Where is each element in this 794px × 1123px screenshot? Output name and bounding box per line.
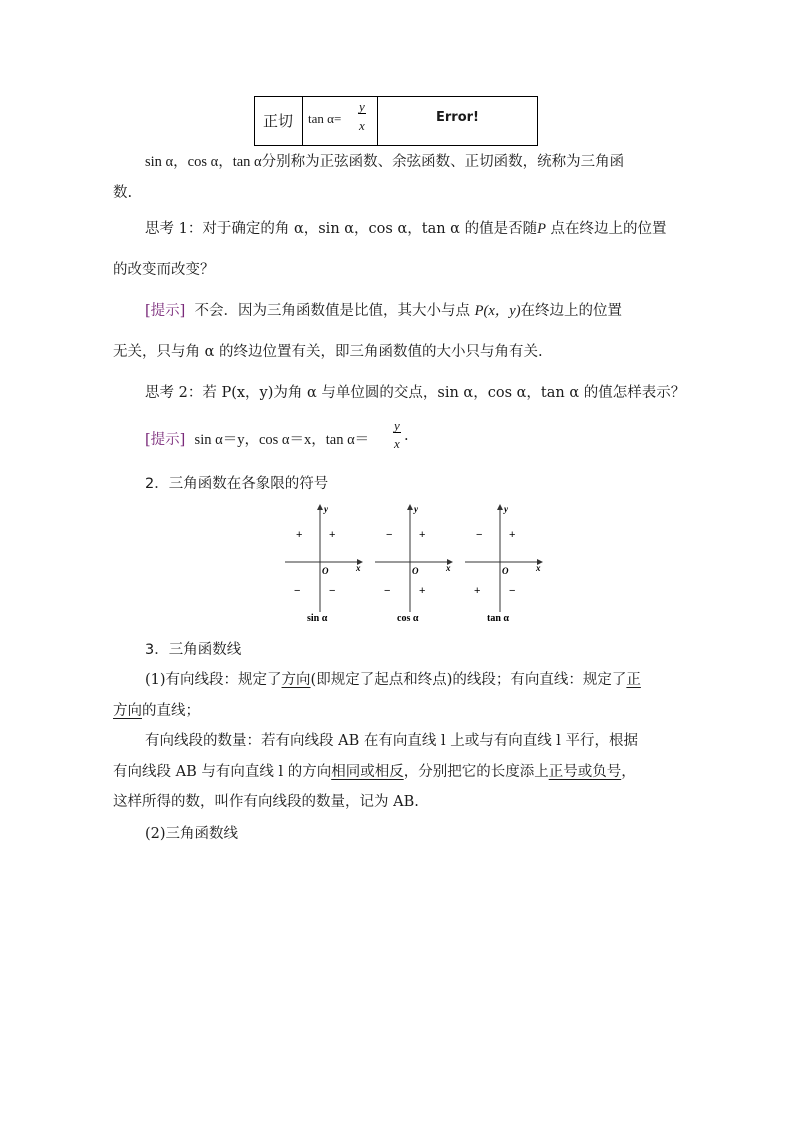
quadrant-4-sign: + bbox=[419, 585, 426, 597]
para-line2 bbox=[113, 760, 636, 781]
para-text-b1: 有向线段 AB 与有向直线 l 的方向 bbox=[113, 764, 332, 780]
paragraph-definition-line2: 数. bbox=[113, 185, 133, 201]
quadrant-2-sign: − bbox=[386, 529, 393, 541]
x-axis-label: x bbox=[536, 563, 541, 573]
item2-title: (2)三角函数线 bbox=[145, 826, 239, 842]
item1-text-b: (即规定了起点和终点)的线段；有向直线：规定了 bbox=[310, 672, 627, 688]
think1-text: 对于确定的角 α，sin α，cos α，tan α 的值是否随 bbox=[202, 221, 538, 237]
underline-direction: 方向 bbox=[281, 672, 311, 688]
table-row-label: 正切 bbox=[263, 112, 294, 130]
item1-text-a: (1)有向线段：规定了 bbox=[145, 672, 282, 688]
quadrant-2-sign: − bbox=[476, 529, 483, 541]
origin-label: O bbox=[412, 566, 419, 576]
x-axis-label: x bbox=[356, 563, 361, 573]
para-line1: 有向线段的数量：若有向线段 AB 在有向直线 l 上或与有向直线 l 平行，根据 bbox=[145, 733, 639, 749]
think2-line bbox=[145, 381, 685, 402]
think1-line2: 的改变而改变？ bbox=[113, 262, 215, 278]
quadrant-4-sign: − bbox=[329, 585, 336, 597]
paragraph-definition-line1 bbox=[145, 150, 624, 171]
fraction-denominator: x bbox=[394, 436, 400, 451]
hint1-line1 bbox=[145, 299, 622, 320]
quadrant-2-sign: + bbox=[296, 529, 303, 541]
underline-same-or-opposite: 相同或相反 bbox=[331, 764, 404, 780]
y-axis-label: y bbox=[324, 504, 328, 514]
fraction-denominator: x bbox=[359, 118, 365, 133]
underline-positive: 正 bbox=[626, 672, 641, 688]
think1-line1 bbox=[145, 217, 667, 238]
hint2-line bbox=[145, 428, 369, 449]
table-cell-error bbox=[378, 97, 537, 145]
hint2-fraction bbox=[393, 419, 401, 450]
x-axis-label: x bbox=[446, 563, 451, 573]
section3-title: 3．三角函数线 bbox=[145, 642, 242, 658]
table-cell-formula bbox=[303, 97, 378, 145]
quadrant-1-sign: + bbox=[329, 529, 336, 541]
chart-caption: sin α bbox=[307, 613, 328, 624]
chart-caption: tan α bbox=[487, 613, 509, 624]
origin-label: O bbox=[502, 566, 509, 576]
error-text: Error! bbox=[436, 110, 479, 125]
var-p: P bbox=[537, 221, 546, 237]
item1-line2 bbox=[113, 699, 200, 720]
tan-formula-prefix: tan α= bbox=[308, 111, 342, 126]
hint1-text: 不会．因为三角函数值是比值，其大小与点 bbox=[194, 303, 475, 319]
hint2-period: . bbox=[404, 428, 409, 444]
item1-line1 bbox=[145, 668, 641, 689]
para-text-b3: ， bbox=[621, 764, 636, 780]
y-axis-label: y bbox=[504, 504, 508, 514]
function-table bbox=[254, 96, 538, 146]
sign-chart-1 bbox=[285, 504, 362, 624]
definition-text: 分别称为正弦函数、余弦函数、正切函数，统称为三角函 bbox=[261, 154, 625, 170]
sign-chart-3 bbox=[465, 504, 542, 624]
para-line3: 这样所得的数，叫作有向线段的数量，记为 AB. bbox=[113, 794, 419, 810]
item1-text-c: 的直线； bbox=[142, 703, 200, 719]
hint1-text-b: 在终边上的位置 bbox=[520, 303, 623, 319]
think2-label: 思考 2： bbox=[145, 385, 203, 401]
underline-direction-2: 方向 bbox=[113, 703, 142, 719]
hint1-line2: 无关，只与角 α 的终边位置有关，即三角函数值的大小只与角有关. bbox=[113, 344, 543, 360]
hint2-formula: sin α＝y，cos α＝x，tan α＝ bbox=[194, 432, 370, 448]
think1-text-b: 点在终边上的位置 bbox=[545, 221, 667, 237]
quadrant-3-sign: − bbox=[384, 585, 391, 597]
think2-text: 若 P(x，y)为角 α 与单位圆的交点，sin α，cos α，tan α 的值怎样表示？ bbox=[202, 385, 686, 401]
table-cell-name bbox=[255, 97, 303, 145]
fraction-numerator: y bbox=[394, 418, 400, 433]
quadrant-1-sign: + bbox=[419, 529, 426, 541]
sign-chart-2 bbox=[375, 504, 452, 624]
chart-caption: cos α bbox=[397, 613, 419, 624]
origin-label: O bbox=[322, 566, 329, 576]
hint2-label: [提示] bbox=[145, 432, 186, 448]
para-text-b2: ，分别把它的长度添上 bbox=[403, 764, 549, 780]
section2-title: 2．三角函数在各象限的符号 bbox=[145, 476, 329, 492]
quadrant-3-sign: + bbox=[474, 585, 481, 597]
fraction-numerator: y bbox=[359, 99, 365, 114]
tan-fraction bbox=[358, 100, 366, 132]
func-names: sin α，cos α，tan α bbox=[145, 154, 262, 170]
quadrant-sign-charts bbox=[280, 500, 550, 630]
quadrant-3-sign: − bbox=[294, 585, 301, 597]
quadrant-1-sign: + bbox=[509, 529, 516, 541]
point-p: P(x，y) bbox=[474, 303, 521, 319]
hint1-label: [提示] bbox=[145, 303, 186, 319]
underline-sign: 正号或负号 bbox=[548, 764, 622, 780]
think1-label: 思考 1： bbox=[145, 221, 203, 237]
y-axis-label: y bbox=[414, 504, 418, 514]
quadrant-4-sign: − bbox=[509, 585, 516, 597]
